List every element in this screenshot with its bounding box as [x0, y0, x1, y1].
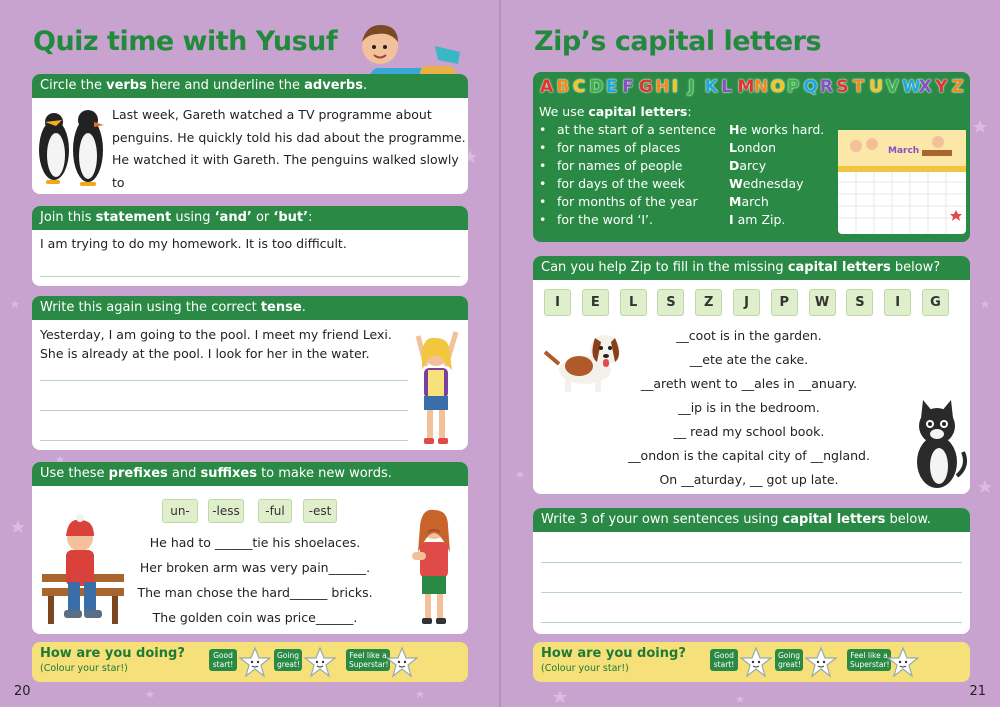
good-start-badge: Good start! [710, 649, 738, 671]
alphabet-letter: E [605, 77, 618, 97]
alphabet-letter: I [671, 77, 679, 97]
rule-text: for names of places [557, 140, 681, 155]
alphabet-letter: D [589, 77, 604, 97]
rule-text: for days of the week [557, 176, 685, 191]
letter-tile: I [884, 289, 911, 316]
affix-sentence[interactable]: Her broken arm was very pain______. [139, 560, 371, 575]
progress-check-bar [533, 642, 970, 682]
fill-sentences [619, 324, 879, 492]
alphabet-letter: L [721, 77, 732, 97]
passage-line[interactable]: He watched it with Gareth. The penguins walked slowly to [112, 152, 459, 190]
alphabet-letter: Z [951, 77, 964, 97]
rule-row [539, 122, 837, 140]
alphabet-letter: H [655, 77, 670, 97]
page-number-left: 20 [14, 684, 31, 699]
capital-rules-text [539, 104, 837, 238]
capital-rules-panel [533, 72, 970, 242]
prefix-suffix-panel [32, 462, 468, 634]
colour-your-star-label: (Colour your star!) [40, 663, 128, 674]
colour-your-star-label: (Colour your star!) [541, 663, 629, 674]
fill-sentence[interactable]: __areth went to __ales in __anuary. [640, 376, 858, 391]
rule-row [539, 158, 837, 176]
progress-check-bar [32, 642, 468, 682]
good-start-star-icon[interactable] [239, 646, 271, 678]
tense-panel [32, 296, 468, 450]
own-sentences-instruction: Write 3 of your own sentences using capital letters below. [533, 508, 970, 532]
letter-tile: P [771, 289, 798, 316]
alphabet-letter: P [786, 77, 800, 97]
superstar-star-icon[interactable] [386, 646, 418, 678]
alphabet-letter: X [918, 77, 932, 97]
bullet-icon: • [539, 176, 547, 191]
bullet-icon: • [539, 194, 547, 209]
verbs-adverbs-instruction: Circle the verbs here and underline the adverbs. [32, 74, 468, 98]
bullet-icon: • [539, 140, 547, 155]
alphabet-letter: M [737, 77, 755, 97]
affix-sentence[interactable]: He had to ______tie his shoelaces. [149, 535, 361, 550]
affix-tile: -less [208, 499, 244, 523]
going-great-badge: Going great! [274, 649, 302, 671]
alphabet-letter: W [902, 77, 921, 97]
affix-sentences [130, 530, 380, 630]
answer-line[interactable] [40, 440, 408, 441]
rule-example: March [729, 194, 769, 209]
alphabet-letter: Q [803, 77, 818, 97]
alphabet-letter: U [869, 77, 884, 97]
own-sentences-panel [533, 508, 970, 634]
answer-line[interactable] [40, 410, 408, 411]
rules-intro: We use capital letters: [539, 104, 692, 119]
rule-text: for months of the year [557, 194, 698, 209]
answer-line[interactable] [40, 276, 460, 277]
superstar-badge: Feel like a Superstar! [346, 649, 390, 671]
alphabet-letter: G [638, 77, 653, 97]
rule-row [539, 176, 837, 194]
tense-instruction: Write this again using the correct tense. [32, 296, 468, 320]
fill-sentence[interactable]: __ondon is the capital city of __ngland. [628, 448, 870, 463]
rule-example: I am Zip. [729, 212, 786, 227]
letter-tile: L [620, 289, 647, 316]
bullet-icon: • [539, 122, 547, 137]
rule-row [539, 212, 837, 230]
affix-sentence[interactable]: The golden coin was price______. [152, 610, 358, 625]
affix-tile: -est [303, 499, 337, 523]
rule-example: London [729, 140, 777, 155]
right-page-title: Zip’s capital letters [534, 26, 822, 57]
alphabet-letter: N [754, 77, 769, 97]
good-start-badge: Good start! [209, 649, 237, 671]
going-great-star-icon[interactable] [805, 646, 837, 678]
dog-illustration [539, 326, 629, 396]
alphabet-strip [539, 75, 967, 101]
letter-tile: I [544, 289, 571, 316]
how-are-you-doing-label: How are you doing? [541, 646, 686, 661]
affix-tile: -ful [258, 499, 292, 523]
how-are-you-doing-label: How are you doing? [40, 646, 185, 661]
alphabet-letter: A [540, 77, 554, 97]
affix-tile: un- [162, 499, 198, 523]
alphabet-letter: K [704, 77, 718, 97]
alphabet-letter: J [688, 77, 695, 97]
alphabet-letter: O [770, 77, 785, 97]
letter-tile: Z [695, 289, 722, 316]
penguin-passage [112, 104, 468, 194]
answer-line[interactable] [541, 622, 962, 623]
rule-row [539, 140, 837, 158]
letter-tile: W [809, 289, 836, 316]
page-number-right: 21 [969, 684, 986, 699]
calendar-month-label: March [888, 146, 920, 156]
boy-on-bench-illustration [38, 514, 128, 628]
answer-line[interactable] [541, 592, 962, 593]
fill-sentence[interactable]: __ete ate the cake. [689, 352, 809, 367]
going-great-badge: Going great! [775, 649, 803, 671]
alphabet-letter: Y [935, 77, 948, 97]
rules-list [539, 122, 837, 230]
fill-capitals-panel [533, 256, 970, 494]
alphabet-letter: R [819, 77, 833, 97]
fill-sentence[interactable]: __coot is in the garden. [676, 328, 822, 343]
fill-capitals-instruction: Can you help Zip to fill in the missing capital letters below? [533, 256, 970, 280]
passage-line[interactable]: penguins. He quickly told his dad about the programme. [112, 129, 466, 145]
alphabet-letter: V [885, 77, 899, 97]
rule-text: at the start of a sentence [557, 122, 716, 137]
letter-tile: S [846, 289, 873, 316]
answer-line[interactable] [40, 380, 408, 381]
tense-line-2: She is already at the pool. I look for her in the water. [40, 346, 370, 361]
left-page-title: Quiz time with Yusuf [33, 26, 338, 57]
affix-sentence[interactable]: The man chose the hard______ bricks. [137, 585, 373, 600]
girl-hurt-arm-illustration [404, 502, 464, 630]
join-statement-instruction: Join this statement using ‘and’ or ‘but’: [32, 206, 468, 230]
rule-text: for names of people [557, 158, 683, 173]
join-statement-text: I am trying to do my homework. It is too difficult. [40, 236, 347, 251]
alphabet-letter: F [622, 77, 634, 97]
fill-sentence[interactable]: __ read my school book. [673, 424, 825, 439]
going-great-star-icon[interactable] [304, 646, 336, 678]
letter-tile: J [733, 289, 760, 316]
join-statement-panel [32, 206, 468, 286]
rule-example: Darcy [729, 158, 767, 173]
cat-illustration [903, 396, 969, 492]
alphabet-letter: S [836, 77, 849, 97]
passage-line[interactable]: Last week, Gareth watched a TV programme about [112, 107, 432, 122]
superstar-badge: Feel like a Superstar! [847, 649, 891, 671]
alphabet-letter: T [852, 77, 865, 97]
letter-tiles [544, 289, 964, 319]
right-page [500, 0, 1000, 707]
verbs-adverbs-panel [32, 74, 468, 194]
fill-sentence[interactable]: On __aturday, __ got up late. [659, 472, 839, 487]
good-start-star-icon[interactable] [740, 646, 772, 678]
letter-tile: G [922, 289, 949, 316]
alphabet-letter: B [556, 77, 570, 97]
letter-tile: E [582, 289, 609, 316]
penguins-illustration [32, 100, 110, 192]
bullet-icon: • [539, 158, 547, 173]
tense-text [40, 325, 392, 363]
rule-row [539, 194, 837, 212]
alphabet-letter: C [572, 77, 586, 97]
rule-text: for the word ‘I’. [557, 212, 653, 227]
bullet-icon: • [539, 212, 547, 227]
tense-line-1: Yesterday, I am going to the pool. I meet my friend Lexi. [40, 327, 392, 342]
answer-line[interactable] [541, 562, 962, 563]
prefix-suffix-instruction: Use these prefixes and suffixes to make new words. [32, 462, 468, 486]
lexi-girl-illustration [408, 326, 464, 448]
fill-sentence[interactable]: __ip is in the bedroom. [678, 400, 820, 415]
rule-example: Wednesday [729, 176, 804, 191]
superstar-star-icon[interactable] [887, 646, 919, 678]
rule-example: He works hard. [729, 122, 825, 137]
letter-tile: S [657, 289, 684, 316]
